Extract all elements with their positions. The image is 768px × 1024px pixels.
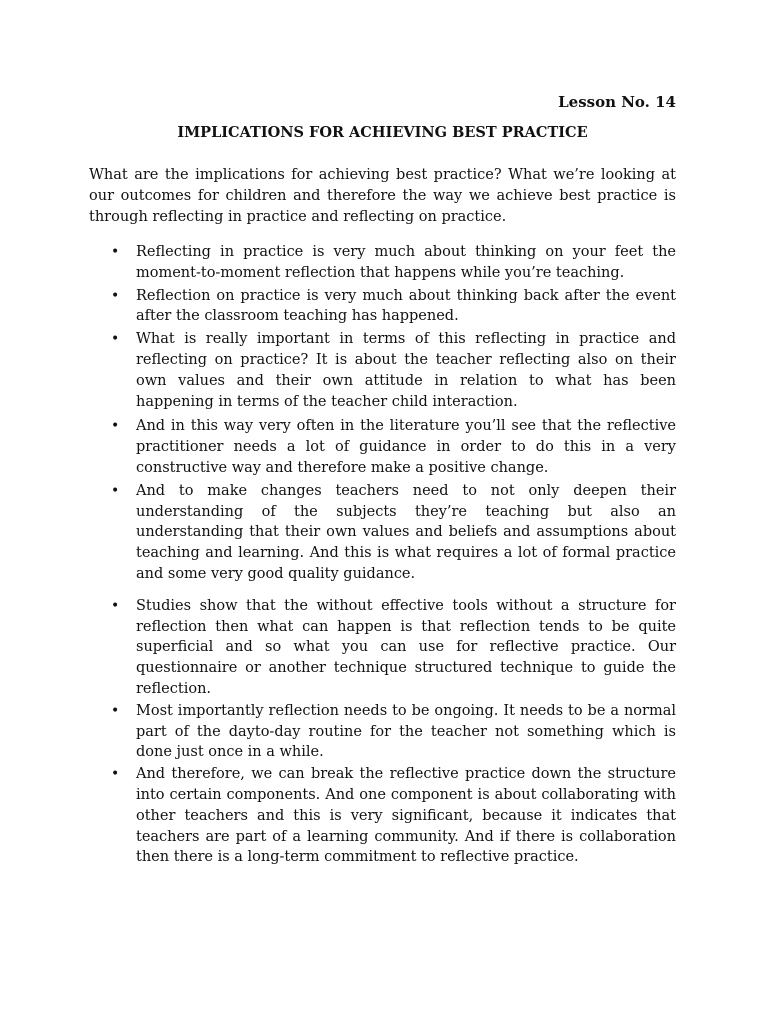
list-item [89, 416, 676, 478]
bullet-icon: • [111, 482, 120, 499]
lesson-number: Lesson No. 14 [558, 93, 676, 111]
list-item-text: And therefore, we can break the reflective practice down the structure into certain components. And one component is about collaborating with other teachers and this is very significant, because it indicates that teachers are part of a learning community. And if there is collaboration then there is a long-term commitment to reflective practice. [136, 766, 676, 866]
list-item-text: And to make changes teachers need to not only deepen their understanding of the subjects they’re teaching but also an understanding that their own values and beliefs and assumptions about teaching and learning. And this is what requires a lot of formal practice and some very good quality guidance. [136, 482, 676, 582]
list-item-text: Studies show that the without effective tools without a structure for reflection then what can happen is that reflection tends to be quite superficial and so what you can use for reflective practice. Our questionnaire or another technique structured technique to guide the reflection. [136, 597, 676, 697]
list-item [89, 242, 676, 284]
bullet-list [89, 242, 676, 868]
list-item-text: Reflecting in practice is very much about thinking on your feet the moment-to-moment reflection that happens while you’re teaching. [136, 244, 676, 281]
document-page [89, 0, 676, 1024]
list-item [89, 329, 676, 412]
bullet-icon: • [111, 766, 120, 783]
bullet-icon: • [111, 597, 120, 614]
bullet-icon: • [111, 331, 120, 348]
bullet-icon: • [111, 418, 120, 435]
bullet-icon: • [111, 244, 120, 260]
list-item [89, 596, 676, 700]
list-item-text: And in this way very often in the literature you’ll see that the reflective practitioner needs a lot of guidance in order to do this in a very constructive way and therefore make a positive change. [136, 418, 676, 476]
list-item-text: Most importantly reflection needs to be ongoing. It needs to be a normal part of the dayto-day routine for the teacher not something which is done just once in a while. [136, 702, 676, 761]
list-item [89, 481, 676, 585]
bullet-icon: • [111, 702, 120, 719]
document-title: IMPLICATIONS FOR ACHIEVING BEST PRACTICE [177, 124, 588, 141]
list-item-text: Reflection on practice is very much about thinking back after the event after the classroom teaching has happened. [136, 287, 676, 325]
list-item [89, 764, 676, 868]
list-item [89, 286, 676, 328]
bullet-icon: • [111, 287, 120, 304]
intro-paragraph: What are the implications for achieving best practice? What we’re looking at our outcomes for children and therefore the way we achieve best practice is through reflecting in practice and reflecting on practice. [89, 167, 676, 225]
list-item [89, 701, 676, 763]
list-item-text: What is really important in terms of this reflecting in practice and reflecting on practice? It is about the teacher reflecting also on their own values and their own attitude in relation to what has been happening in terms of the teacher child interaction. [136, 331, 676, 410]
